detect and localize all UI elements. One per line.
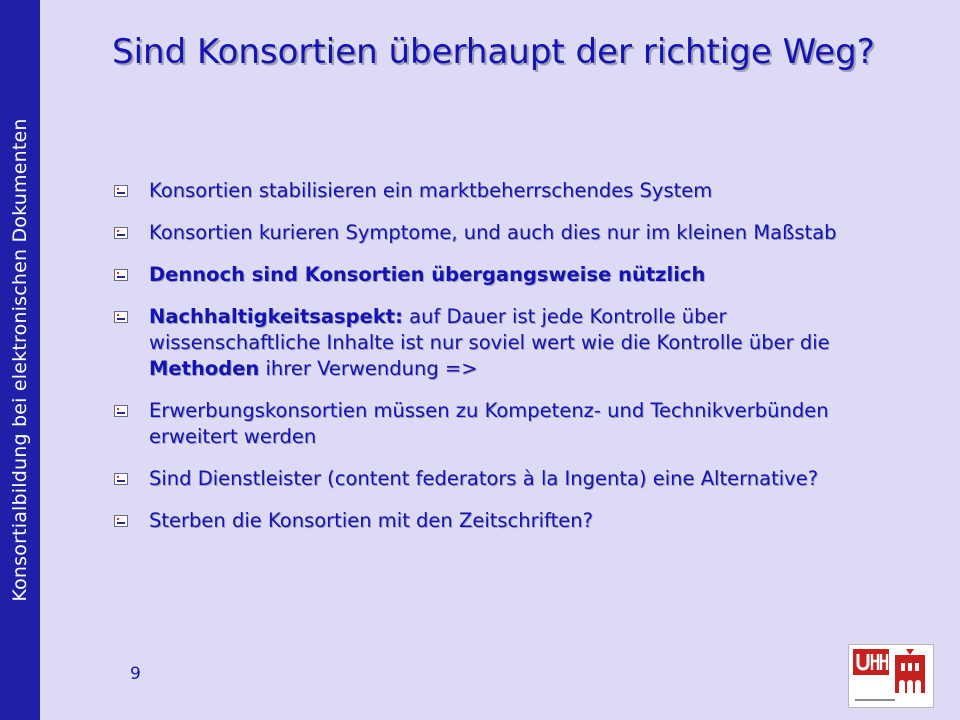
bullet-icon xyxy=(114,515,128,527)
bullet-item xyxy=(112,304,892,382)
slide-title: Sind Konsortien überhaupt der richtige Weg? xyxy=(112,32,875,72)
bullet-text: Dennoch sind Konsortien übergangsweise nützlich xyxy=(149,263,706,286)
sidebar xyxy=(0,0,40,720)
bullet-icon xyxy=(114,227,128,239)
bullet-icon xyxy=(114,405,128,417)
bullet-item xyxy=(112,178,892,204)
bullet-item xyxy=(112,466,892,492)
bullet-emphasis: Methoden xyxy=(149,357,260,380)
bullet-text: Sterben die Konsortien mit den Zeitschriften? xyxy=(149,509,593,532)
bullet-icon xyxy=(114,473,128,485)
bullet-item xyxy=(112,262,892,288)
bullet-item xyxy=(112,508,892,534)
bullet-icon xyxy=(114,269,128,281)
bullet-text: Erwerbungskonsortien müssen zu Kompetenz- und Technikverbünden erweitert werden xyxy=(149,399,829,448)
bullet-text: Sind Dienstleister (content federators à la Ingenta) eine Alternative? xyxy=(149,467,819,490)
bullet-text: Konsortien kurieren Symptome, und auch dies nur im kleinen Maßstab xyxy=(149,221,837,244)
bullet-text: ihrer Verwendung => xyxy=(259,357,478,380)
bullet-list xyxy=(112,178,892,550)
bullet-item xyxy=(112,220,892,246)
sidebar-title: Konsortialbildung bei elektronischen Dokumenten xyxy=(9,118,31,602)
bullet-text: Konsortien stabilisieren ein marktbeherrschendes System xyxy=(149,179,713,202)
uhh-logo-icon xyxy=(849,645,933,707)
bullet-lead: Nachhaltigkeitsaspekt: xyxy=(149,305,403,328)
university-logo xyxy=(848,644,934,708)
bullet-item xyxy=(112,398,892,450)
bullet-icon xyxy=(114,311,128,323)
page-number: 9 xyxy=(130,664,141,684)
bullet-icon xyxy=(114,185,128,197)
bullet-text: auf Dauer ist jede Kontrolle über wissenschaftliche Inhalte ist nur soviel wert wie die Kontrolle über die xyxy=(149,305,830,354)
